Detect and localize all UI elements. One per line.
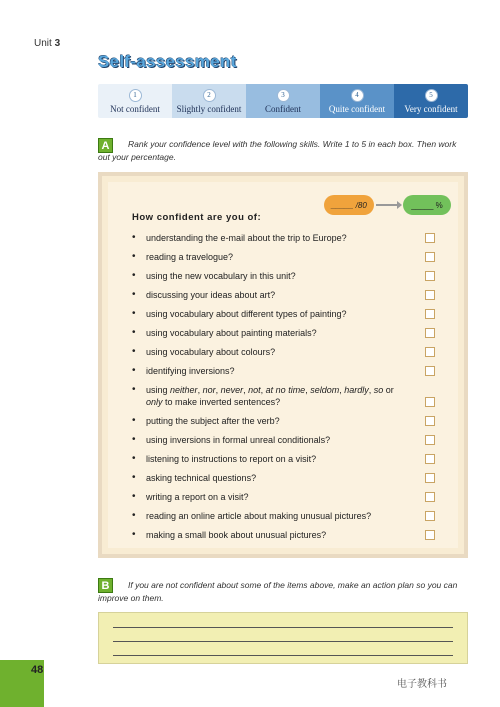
list-item	[130, 365, 450, 377]
item-text: identifying inversions?	[146, 366, 235, 376]
watermark: 电子教科书	[397, 679, 447, 690]
list-item	[130, 529, 450, 541]
score-box[interactable]	[425, 416, 435, 426]
score-box[interactable]	[425, 271, 435, 281]
section-b-letter: B	[98, 578, 113, 593]
confidence-panel	[98, 172, 468, 558]
item-text: using the new vocabulary in this unit?	[146, 271, 296, 281]
scale-level-1	[98, 84, 172, 118]
unit-label-text: Unit	[34, 38, 52, 49]
score-box[interactable]	[425, 473, 435, 483]
section-a-letter: A	[98, 138, 113, 153]
page-title: Self-assessment	[98, 52, 237, 71]
panel-inner	[108, 182, 458, 548]
scale-level-4	[320, 84, 394, 118]
score-box[interactable]	[425, 530, 435, 540]
item-text: making a small book about unusual pictures?	[146, 530, 327, 540]
list-item	[130, 289, 450, 301]
score-box[interactable]	[425, 366, 435, 376]
score-box[interactable]	[425, 252, 435, 262]
score-box[interactable]	[425, 492, 435, 502]
scale-number: 4	[351, 89, 364, 102]
list-item	[130, 453, 450, 465]
scale-label: Slightly confident	[176, 103, 242, 114]
item-text: reading an online article about making unusual pictures?	[146, 511, 372, 521]
scale-label: Not confident	[110, 103, 160, 114]
item-text: understanding the e-mail about the trip to Europe?	[146, 233, 347, 243]
item-text: using vocabulary about colours?	[146, 347, 276, 357]
score-box[interactable]	[425, 397, 435, 407]
item-text: asking technical questions?	[146, 473, 257, 483]
scale-label: Very confident	[404, 103, 458, 114]
panel-heading: How confident are you of:	[132, 212, 262, 223]
score-total: _____ /80	[324, 195, 374, 215]
section-b-instruction: If you are not confident about some of the items above, make an action plan so you can improve on them.	[98, 580, 458, 603]
item-text: using inversions in formal unreal conditionals?	[146, 435, 331, 445]
scale-label: Quite confident	[328, 103, 386, 114]
item-text: reading a travelogue?	[146, 252, 234, 262]
list-item	[130, 491, 450, 503]
list-item	[130, 270, 450, 282]
action-plan-box[interactable]	[98, 612, 468, 664]
score-box[interactable]	[425, 328, 435, 338]
score-box[interactable]	[425, 233, 435, 243]
score-percent: _____ %	[403, 195, 451, 215]
list-item	[130, 251, 450, 263]
writing-line	[113, 655, 453, 656]
writing-line	[113, 641, 453, 642]
item-text: discussing your ideas about art?	[146, 290, 276, 300]
list-item	[130, 434, 450, 446]
scale-number: 1	[129, 89, 142, 102]
list-item	[130, 308, 450, 320]
arrow-right-icon	[376, 204, 400, 206]
page-number: 48	[31, 664, 44, 676]
item-text: using neither, nor, never, not, at no time, seldom, hardly, so or only to make inverted sentences?	[146, 385, 394, 407]
section-a-instruction: Rank your confidence level with the following skills. Write 1 to 5 in each box. Then work out your percentage.	[98, 139, 457, 162]
list-item	[130, 232, 450, 244]
list-item	[130, 346, 450, 358]
scale-number: 2	[203, 89, 216, 102]
scale-level-3	[246, 84, 320, 118]
score-box[interactable]	[425, 511, 435, 521]
scale-label: Confident	[265, 103, 301, 114]
writing-line	[113, 627, 453, 628]
scale-level-5	[394, 84, 468, 118]
score-box[interactable]	[425, 347, 435, 357]
scale-number: 3	[277, 89, 290, 102]
score-box[interactable]	[425, 290, 435, 300]
list-item	[130, 510, 450, 522]
score-box[interactable]	[425, 454, 435, 464]
item-text: putting the subject after the verb?	[146, 416, 280, 426]
list-item	[130, 472, 450, 484]
scale-number: 5	[425, 89, 438, 102]
score-box[interactable]	[425, 309, 435, 319]
scale-level-2	[172, 84, 246, 118]
score-box[interactable]	[425, 435, 435, 445]
item-text: using vocabulary about painting materials?	[146, 328, 317, 338]
list-item	[130, 384, 401, 408]
confidence-scale	[98, 84, 468, 118]
unit-label	[34, 38, 60, 49]
unit-number: 3	[54, 38, 61, 49]
list-item	[130, 415, 450, 427]
item-text: listening to instructions to report on a visit?	[146, 454, 317, 464]
skills-list	[130, 232, 450, 548]
item-text: using vocabulary about different types of painting?	[146, 309, 347, 319]
item-text: writing a report on a visit?	[146, 492, 249, 502]
list-item	[130, 327, 450, 339]
